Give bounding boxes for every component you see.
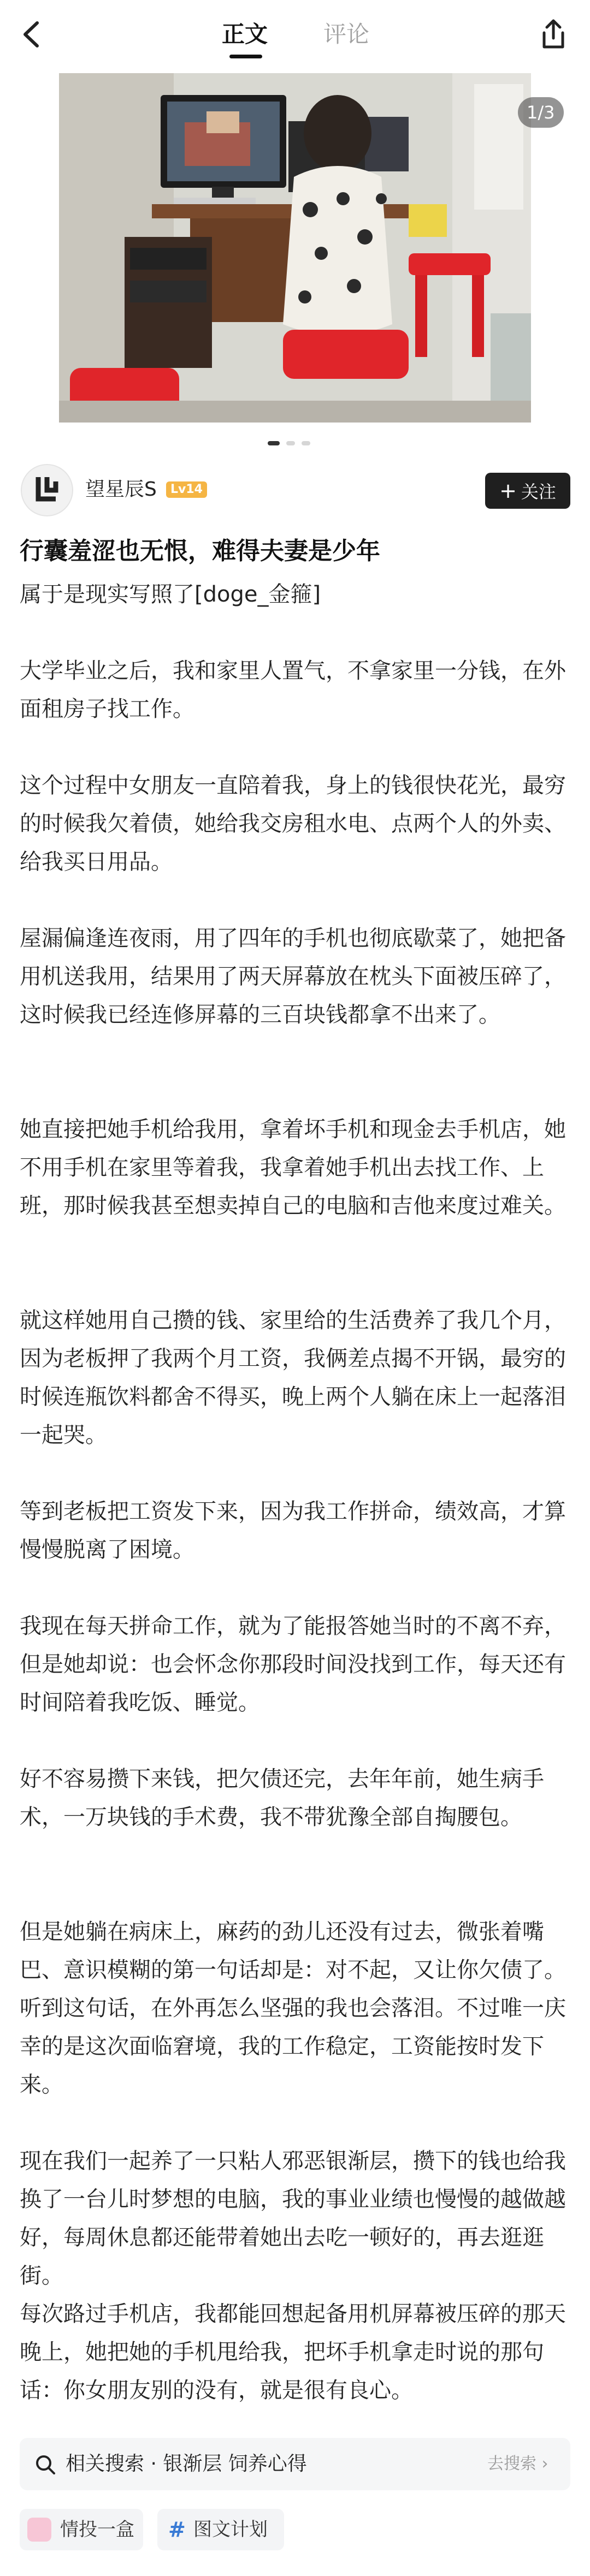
- article-paragraph: 这个过程中女朋友一直陪着我，身上的钱很快花光，最穷的时候我欠着债，她给我交房租水电、点两个人的外卖、给我买日用品。: [20, 773, 566, 874]
- image-counter: 1/3: [518, 97, 564, 128]
- article-paragraph: 我现在每天拼命工作，就为了能报答她当时的不离不弃，但是她却说：也会怀念你那段时间没找到工作，每天还有时间陪着我吃饭、睡觉。: [20, 1614, 566, 1715]
- article-paragraph: 屋漏偏逢连夜雨，用了四年的手机也彻底歇菜了，她把备用机送我用，结果用了两天屏幕放在枕头下面被压碎了，这时候我已经连修屏幕的三百块钱都拿不出来了。: [20, 926, 566, 1027]
- pagination-dot: [302, 441, 310, 445]
- chevron-right-icon: ›: [541, 2454, 548, 2473]
- pagination-dots: [268, 440, 322, 447]
- share-button[interactable]: [535, 16, 571, 52]
- photo-illustration: [59, 73, 531, 423]
- pagination-dot-active: [268, 441, 280, 445]
- tab-article[interactable]: 正文: [222, 21, 268, 47]
- related-search-text: 相关搜索 · 银渐层 饲养心得: [66, 2453, 307, 2475]
- tag-chip[interactable]: [20, 2509, 143, 2550]
- follow-label: 关注: [521, 481, 556, 502]
- follow-button[interactable]: [485, 473, 570, 509]
- tag-chip[interactable]: [157, 2509, 284, 2550]
- tab-comments[interactable]: 评论: [323, 21, 370, 47]
- gift-box-icon: [27, 2518, 51, 2542]
- author-logo-icon: [22, 465, 72, 515]
- share-icon: [535, 16, 571, 52]
- go-search-label: 去搜索: [487, 2454, 536, 2473]
- article-paragraph: 每次路过手机店，我都能回想起备用机屏幕被压碎的那天晚上，她把她的手机甩给我，把坏手机拿走时说的那句话：你女朋友别的没有，就是很有良心。: [20, 2301, 566, 2403]
- article-paragraph: 但是她躺在病床上，麻药的劲儿还没有过去，微张着嘴巴、意识模糊的第一句话却是：对不起，又让你欠债了。听到这句话，在外再怎么坚强的我也会落泪。不过唯一庆幸的是这次面临窘境，我的工作稳定，工资能按时发下来。: [20, 1919, 566, 2097]
- article-paragraph: 就这样她用自己攒的钱、家里给的生活费养了我几个月，因为老板押了我两个月工资，我俩差点揭不开锅，最穷的时候连瓶饮料都舍不得买，晚上两个人躺在床上一起落泪一起哭。: [20, 1308, 566, 1448]
- hashtag-icon: #: [168, 2518, 186, 2542]
- article-paragraph: 好不容易攒下来钱，把欠债还完，去年年前，她生病手术，一万块钱的手术费，我不带犹豫全部自掏腰包。: [20, 1766, 544, 1830]
- pagination-dot: [286, 441, 295, 445]
- go-search-link[interactable]: [487, 2453, 548, 2475]
- article-paragraph: 大学毕业之后，我和家里人置气，不拿家里一分钱，在外面租房子找工作。: [20, 658, 566, 722]
- article-paragraph: 等到老板把工资发下来，因为我工作拼命，绩效高，才算慢慢脱离了困境。: [20, 1499, 566, 1562]
- top-bar: [0, 0, 590, 71]
- author-avatar[interactable]: [21, 464, 73, 516]
- article-paragraph: 现在我们一起养了一只粘人邪恶银渐层，攒下的钱也给我换了一台儿时梦想的电脑，我的事业业绩也慢慢的越做越好，每周休息都还能带着她出去吃一顿好的，再去逛逛街。: [20, 2149, 566, 2288]
- article-paragraph: 她直接把她手机给我用，拿着坏手机和现金去手机店，她不用手机在家里等着我，我拿着她手机出去找工作、上班，那时候我甚至想卖掉自己的电脑和吉他来度过难关。: [20, 1117, 566, 1218]
- tag-label: 图文计划: [193, 2519, 268, 2541]
- post-photo[interactable]: [59, 73, 531, 423]
- article-title: 行囊羞涩也无恨，难得夫妻是少年: [20, 537, 380, 565]
- author-name[interactable]: 望星辰S: [85, 478, 157, 501]
- level-badge: Lv14: [166, 481, 207, 498]
- tab-bar: [0, 0, 590, 71]
- plus-icon: +: [499, 479, 517, 503]
- article-paragraph: 属于是现实写照了[doge_金箍]: [20, 582, 321, 607]
- tag-label: 情投一盒: [60, 2519, 134, 2541]
- related-search-bar[interactable]: [20, 2438, 570, 2490]
- search-icon: [34, 2453, 57, 2476]
- active-tab-indicator: [229, 55, 262, 58]
